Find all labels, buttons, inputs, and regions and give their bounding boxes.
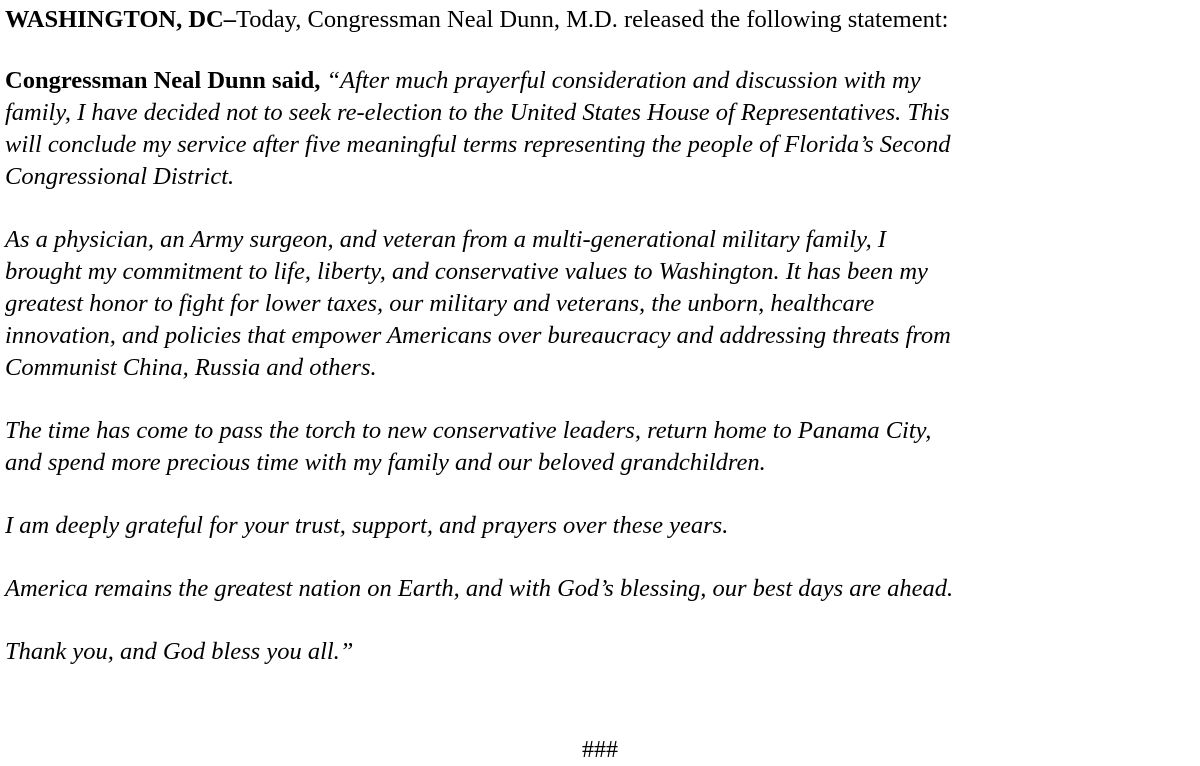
quote-line: The time has come to pass the torch to new conservative leaders, return home to Panama City, (5, 417, 932, 444)
dateline: WASHINGTON, DC (5, 6, 224, 33)
intro-text: Today, Congressman Neal Dunn, M.D. released the following statement: (235, 6, 949, 33)
press-release (5, 4, 1197, 699)
speaker-attribution: Congressman Neal Dunn said, (5, 67, 321, 94)
quote-line: family, I have decided not to seek re-election to the United States House of Representatives. This (5, 99, 950, 126)
statement-paragraph-3 (5, 415, 1197, 479)
quote-line: and spend more precious time with my family and our beloved grandchildren. (5, 449, 766, 476)
quote-line: will conclude my service after five meaningful terms representing the people of Florida’s Second (5, 131, 951, 158)
statement-paragraph-6 (5, 636, 1197, 668)
quote-text: “After much prayerful consideration and discussion with my (326, 67, 921, 94)
lead-line (5, 4, 1197, 36)
quote-line: Congressional District. (5, 163, 235, 190)
quote-line: As a physician, an Army surgeon, and veteran from a multi-generational military family, I (5, 226, 886, 253)
quote-line: brought my commitment to life, liberty, and conservative values to Washington. It has been my (5, 258, 928, 285)
end-mark: ### (582, 737, 618, 763)
quote-line: greatest honor to fight for lower taxes, our military and veterans, the unborn, healthcare (5, 290, 875, 317)
quote-line: I am deeply grateful for your trust, support, and prayers over these years. (5, 512, 729, 539)
quote-line: Communist China, Russia and others. (5, 354, 377, 381)
statement-line (5, 65, 1197, 97)
statement-paragraph-2 (5, 224, 1197, 384)
statement-paragraph-4 (5, 510, 1197, 542)
quote-line: innovation, and policies that empower Americans over bureaucracy and addressing threats from (5, 322, 951, 349)
statement-paragraph-5 (5, 573, 1197, 605)
quote-line: America remains the greatest nation on Earth, and with God’s blessing, our best days are ahead. (5, 575, 954, 602)
quote-line: Thank you, and God bless you all.” (5, 638, 354, 665)
dateline-dash: – (223, 6, 236, 33)
statement-paragraph-1 (5, 65, 1197, 193)
lead-paragraph (5, 4, 1197, 36)
